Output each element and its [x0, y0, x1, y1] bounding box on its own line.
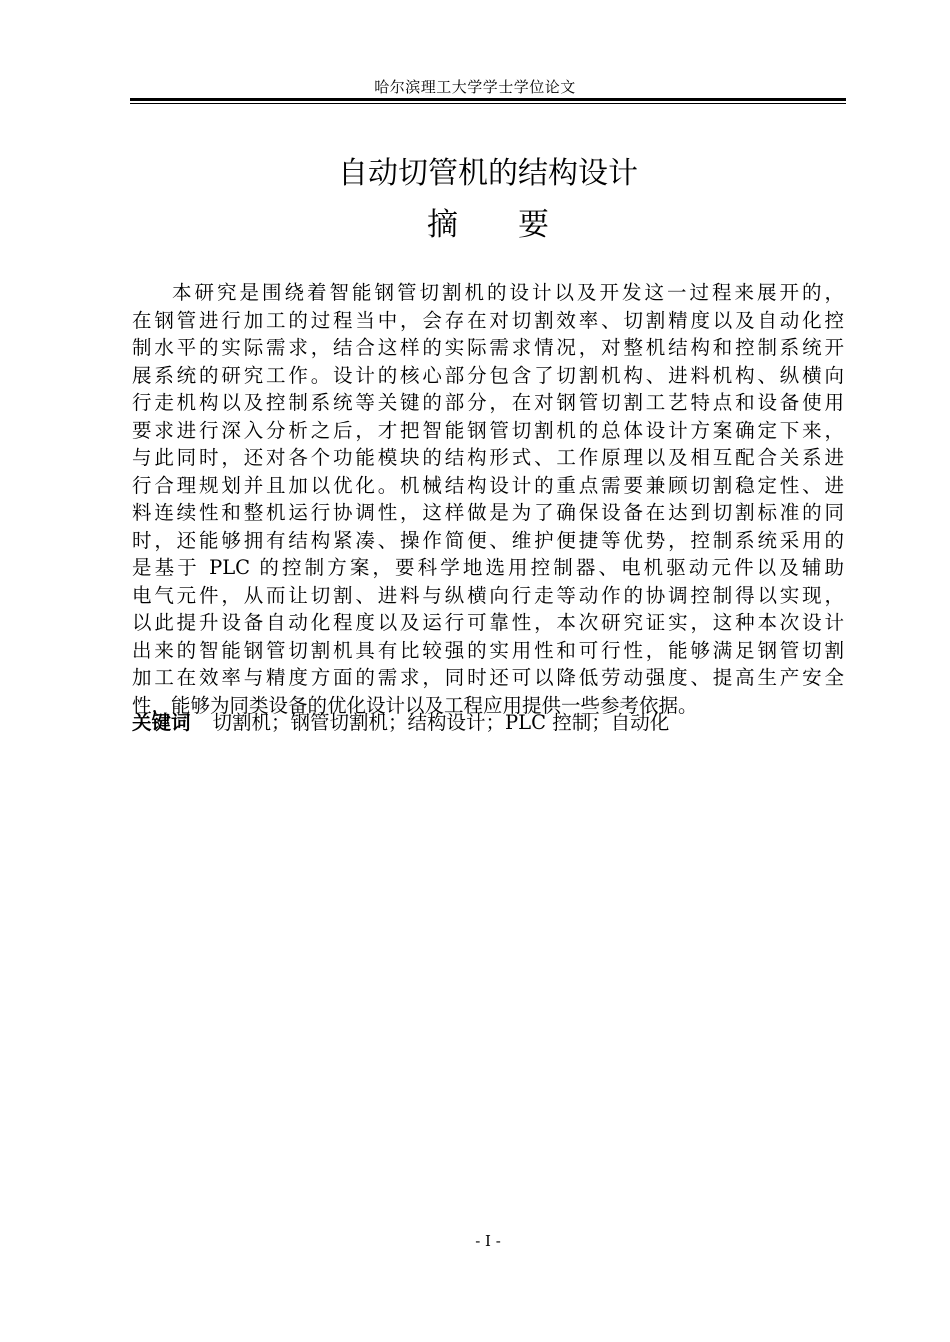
abstract-line: 时，还能够拥有结构紧凑、操作简便、维护便捷等优势，控制系统采用的: [132, 528, 844, 552]
abstract-line: 本研究是围绕着智能钢管切割机的设计以及开发这一过程来展开的，: [172, 281, 844, 304]
abstract-line: 加工在效率与精度方面的需求，同时还可以降低劳动强度、提高生产安全: [132, 666, 844, 689]
header-rule-thin: [130, 103, 846, 104]
abstract-line: 制水平的实际需求，结合这样的实际需求情况，对整机结构和控制系统开: [132, 336, 844, 359]
abstract-line: 以此提升设备自动化程度以及运行可靠性，本次研究证实，这种本次设计: [132, 611, 844, 634]
document-title: 自动切管机的结构设计: [338, 156, 638, 191]
abstract-line: 出来的智能钢管切割机具有比较强的实用性和可行性，能够满足钢管切割: [132, 638, 844, 662]
keywords-text: 切割机；钢管切割机；结构设计；PLC 控制；自动化: [212, 711, 670, 734]
keywords-line: [132, 709, 669, 737]
abstract-body: [132, 279, 844, 719]
abstract-line: 行合理规划并且加以优化。机械结构设计的重点需要兼顾切割稳定性、进: [132, 473, 844, 497]
abstract-line: 是基于 PLC 的控制方案，要科学地选用控制器、电机驱动元件以及辅助: [132, 556, 844, 579]
keywords-label: 关键词: [132, 711, 191, 734]
page-header: 哈尔滨理工大学学士学位论文: [374, 78, 576, 96]
abstract-line: 展系统的研究工作。设计的核心部分包含了切割机构、进料机构、纵横向: [132, 363, 844, 387]
abstract-line: 与此同时，还对各个功能模块的结构形式、工作原理以及相互配合关系进: [132, 446, 844, 469]
abstract-heading: 摘要: [427, 207, 609, 243]
abstract-line: 料连续性和整机运行协调性，这样做是为了确保设备在达到切割标准的同: [132, 501, 844, 524]
header-rule-thick: [130, 98, 846, 101]
abstract-line: 电气元件，从而让切割、进料与纵横向行走等动作的协调控制得以实现，: [132, 583, 844, 607]
abstract-line: 在钢管进行加工的过程当中，会存在对切割效率、切割精度以及自动化控: [132, 308, 844, 332]
page-number: - I -: [475, 1232, 501, 1250]
abstract-line: 行走机构以及控制系统等关键的部分，在对钢管切割工艺特点和设备使用: [132, 391, 844, 414]
abstract-line: 性，能够为同类设备的优化设计以及工程应用提供一些参考依据。: [132, 693, 698, 717]
abstract-line: 要求进行深入分析之后，才把智能钢管切割机的总体设计方案确定下来，: [132, 418, 844, 442]
